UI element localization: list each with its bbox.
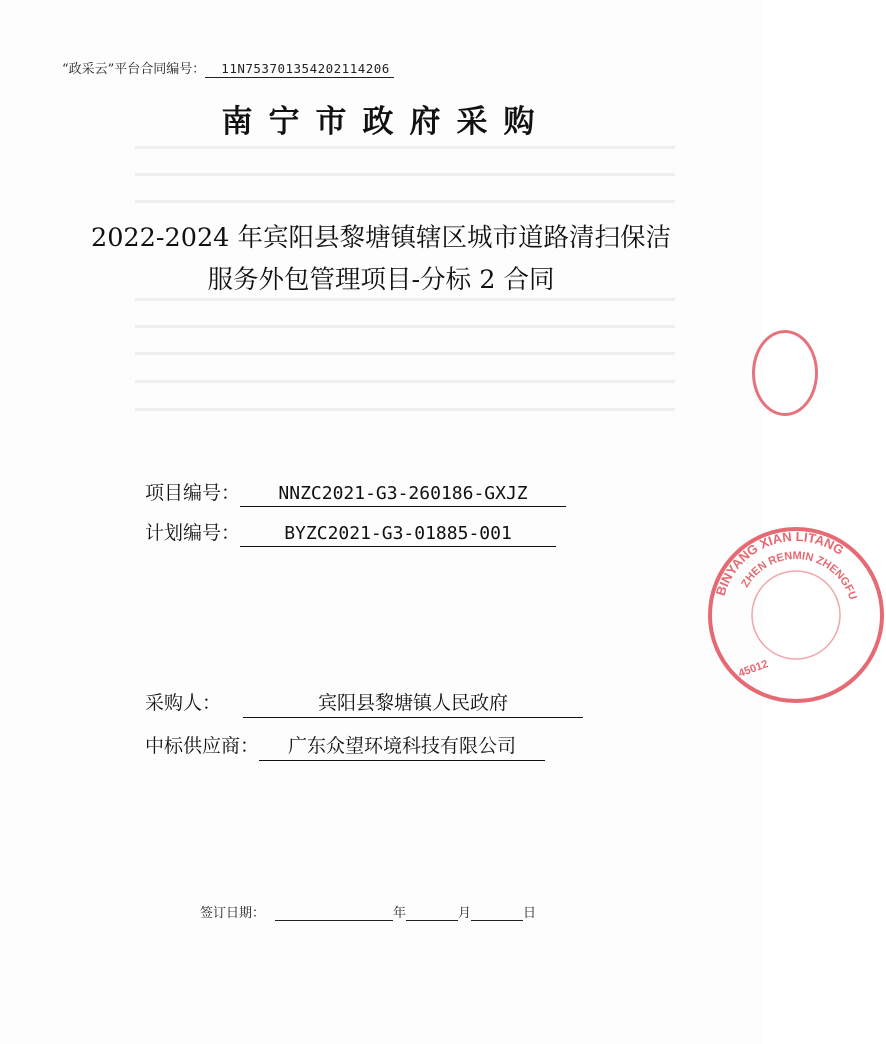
signing-month-blank <box>406 908 458 921</box>
official-seal-stamp <box>706 525 886 705</box>
signing-year-blank <box>275 908 393 921</box>
project-number-label: 项目编号： <box>145 482 241 504</box>
supplier-label: 中标供应商： <box>145 735 260 757</box>
seal-code: 45012 <box>736 658 770 680</box>
signing-day-blank <box>471 908 523 921</box>
bleed-through-line <box>135 200 675 203</box>
partial-seal-upper <box>752 330 818 416</box>
seal-text-inner: ZHEN RENMIN ZHENGFU <box>739 549 859 602</box>
signing-year-label: 年 <box>393 906 407 921</box>
project-number-value: NNZC2021-G3-260186-GXJZ <box>240 483 566 507</box>
supplier-field <box>145 731 545 761</box>
bleed-through-line <box>135 325 675 328</box>
seal-text-outer: BINYANG XIAN LITANG <box>712 528 847 598</box>
page-header: 南宁市政府采购 <box>221 104 551 140</box>
plan-number-value: BYZC2021-G3-01885-001 <box>240 523 556 547</box>
bleed-through-line <box>135 352 675 355</box>
signing-date-label: 签订日期： <box>200 906 266 921</box>
supplier-value: 广东众望环境科技有限公司 <box>259 731 545 761</box>
contract-title-line-2: 服务外包管理项目-分标 2 合同 <box>207 265 555 295</box>
signing-month-label: 月 <box>458 906 472 921</box>
buyer-value: 宾阳县黎塘镇人民政府 <box>243 688 583 718</box>
buyer-field <box>145 688 583 718</box>
bleed-through-line <box>135 298 675 301</box>
bleed-through-line <box>135 173 675 176</box>
signing-day-label: 日 <box>523 906 537 921</box>
project-number-field <box>145 478 566 507</box>
contract-title-line-1: 2022-2024 年宾阳县黎塘镇辖区城市道路清扫保洁 <box>90 223 671 253</box>
platform-contract-number: 11N753701354202114206 <box>205 61 394 78</box>
signing-date-line <box>200 902 536 921</box>
platform-contract-number-label: “政采云”平台合同编号： <box>62 62 206 77</box>
bleed-through-line <box>135 146 675 149</box>
buyer-label: 采购人： <box>145 692 222 714</box>
plan-number-label: 计划编号： <box>145 522 241 544</box>
plan-number-field <box>145 518 556 547</box>
bleed-through-line <box>135 408 675 411</box>
bleed-through-line <box>135 380 675 383</box>
platform-contract-number-line <box>62 58 394 78</box>
